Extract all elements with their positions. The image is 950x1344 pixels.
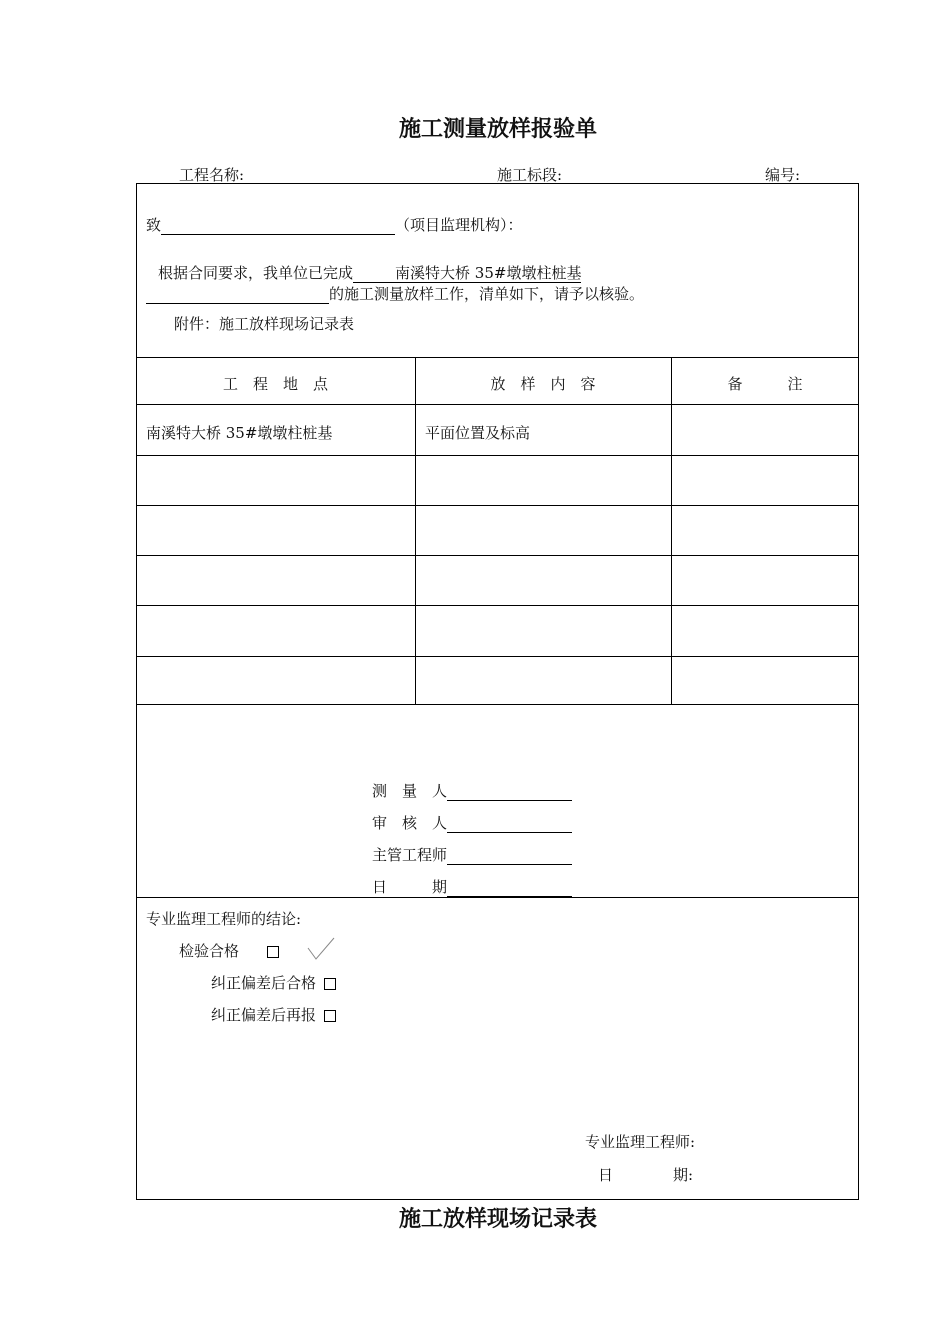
option-corrected-resubmit: [211, 1004, 336, 1025]
col-header-remarks: 备 注: [727, 375, 803, 393]
table-row-border: [136, 555, 859, 556]
chief-engineer-label: 主管工程师: [372, 846, 448, 864]
option-qualified: [179, 940, 279, 961]
addressee-line: [146, 214, 523, 235]
checkbox-qualified[interactable]: [267, 946, 279, 958]
project-name-label: 工程名称:: [179, 166, 245, 184]
table-row-border: [136, 656, 859, 657]
checkbox-corrected-resubmit[interactable]: [324, 1010, 336, 1022]
attachment-note: 附件：施工放样现场记录表: [174, 315, 355, 333]
sign-date-line: [372, 876, 572, 897]
addressee-suffix: （项目监理机构）：: [395, 216, 523, 234]
table-row-border: [136, 605, 859, 606]
surveyor-line: [372, 780, 572, 801]
option-corrected-qualified: [211, 972, 336, 993]
completion-suffix: 的施工测量放样工作，清单如下，请予以核验。: [329, 285, 645, 303]
addressee-prefix: 致: [146, 216, 162, 234]
table-row-border: [136, 505, 859, 506]
completion-blank-trail: [146, 287, 329, 304]
conclusion-label: 专业监理工程师的结论:: [146, 910, 302, 928]
chief-engineer-line: [372, 844, 572, 865]
addressee-blank[interactable]: [161, 218, 395, 235]
chief-engineer-blank[interactable]: [447, 848, 572, 865]
table-top-border: [136, 357, 859, 358]
checkbox-corrected-qualified[interactable]: [324, 978, 336, 990]
completion-line-2: [146, 283, 644, 304]
surveyor-label: 测 量 人: [372, 782, 448, 800]
conclusion-divider: [136, 897, 859, 898]
completion-blank-lead: [353, 266, 395, 283]
form-frame: [136, 183, 859, 1200]
table-col-divider: [415, 357, 416, 704]
section-label: 施工标段:: [497, 166, 563, 184]
table-header-border: [136, 404, 859, 405]
number-label: 编号:: [765, 166, 801, 184]
check-mark-icon: [306, 936, 336, 962]
supervisor-engineer-label: 专业监理工程师:: [585, 1133, 696, 1151]
option-qualified-label: 检验合格: [179, 942, 240, 960]
completion-line: [158, 262, 581, 283]
surveyor-blank[interactable]: [447, 784, 572, 801]
option-corrected-resubmit-label: 纠正偏差后再报: [211, 1006, 317, 1024]
sign-date-blank[interactable]: [447, 880, 572, 897]
supervisor-date-label: 日 期:: [598, 1166, 694, 1184]
option-corrected-qualified-label: 纠正偏差后合格: [211, 974, 317, 992]
col-header-content: 放 样 内 容: [490, 375, 596, 393]
reviewer-line: [372, 812, 572, 833]
reviewer-blank[interactable]: [447, 816, 572, 833]
reviewer-label: 审 核 人: [372, 814, 448, 832]
table-col-divider: [671, 357, 672, 704]
footer-title: 施工放样现场记录表: [398, 1206, 597, 1232]
table-cell-location: 南溪特大桥 35#墩墩柱桩基: [146, 424, 333, 442]
completed-work: 南溪特大桥 35#墩墩柱桩基: [395, 264, 582, 282]
completion-prefix: 根据合同要求，我单位已完成: [158, 264, 354, 282]
table-bottom-border: [136, 704, 859, 705]
table-cell-content: 平面位置及标高: [425, 424, 531, 442]
col-header-location: 工 程 地 点: [222, 375, 328, 393]
sign-date-label: 日 期: [372, 878, 448, 896]
page-title: 施工测量放样报验单: [398, 116, 597, 142]
table-row-border: [136, 455, 859, 456]
